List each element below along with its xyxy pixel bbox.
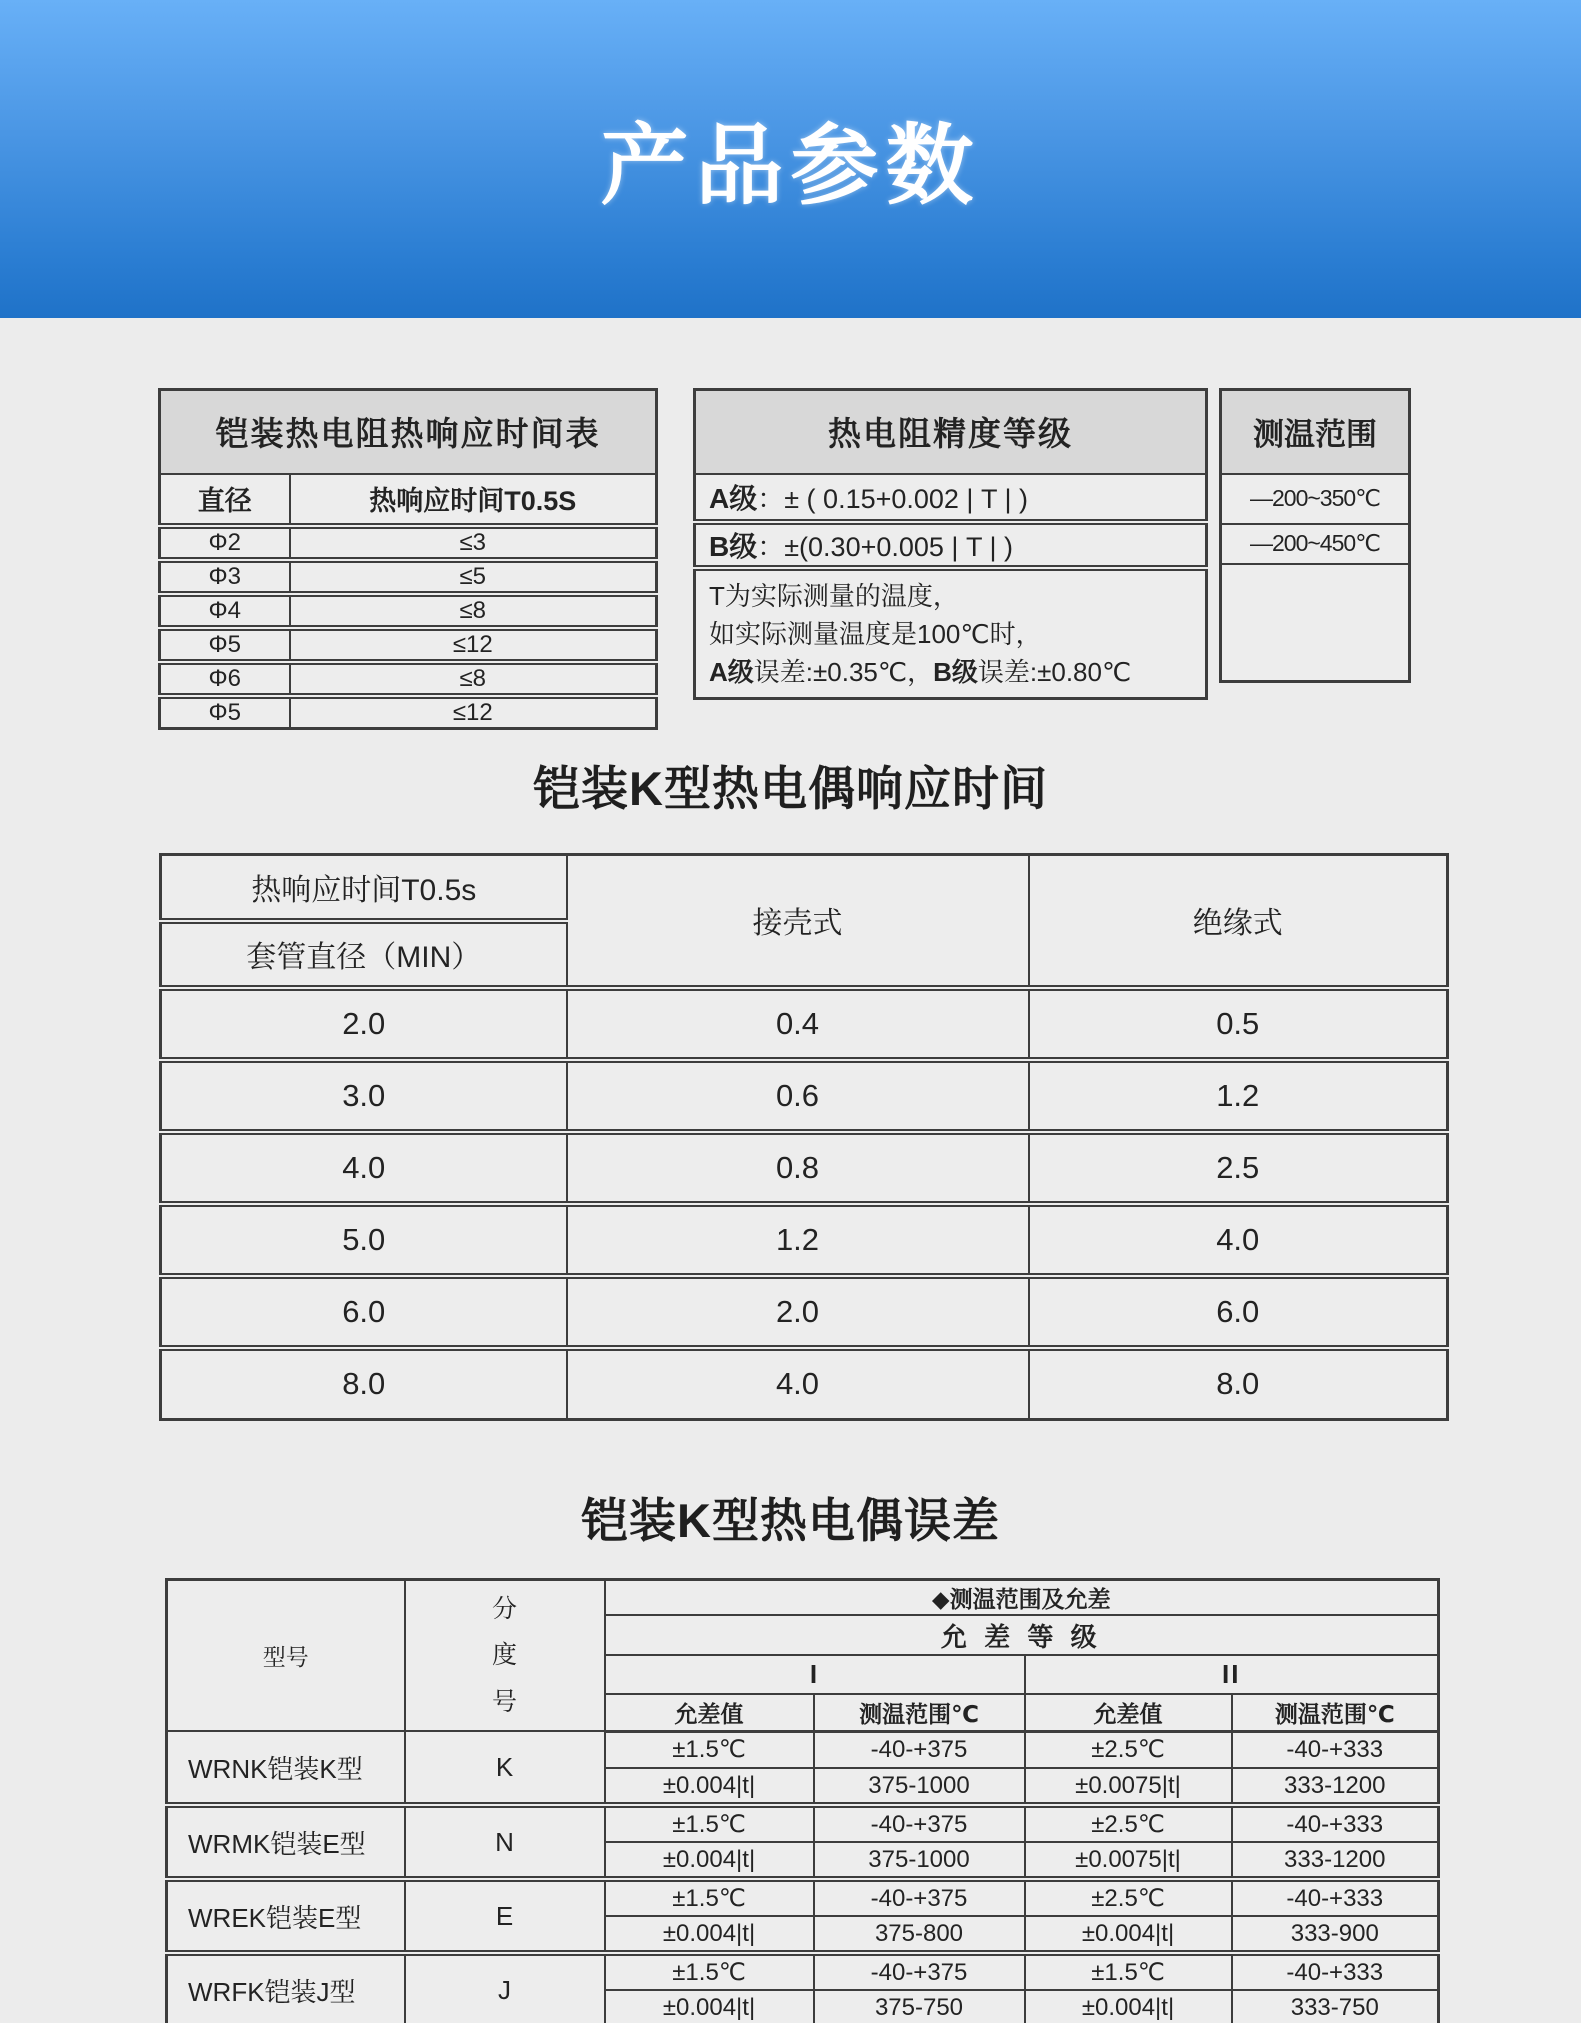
range-value: —200~350℃ xyxy=(1221,474,1410,524)
accuracy-table-title: 热电阻精度等级 xyxy=(695,390,1207,474)
tolerance-value: ±2.5℃ xyxy=(1025,1805,1232,1842)
empty-cell xyxy=(1221,564,1410,682)
diameter-value: Φ5 xyxy=(208,698,241,726)
table-row xyxy=(167,1953,1439,1990)
response-section-title: 铠装K型热电偶响应时间 xyxy=(533,762,1048,815)
range-value: —200~450℃ xyxy=(1221,524,1410,564)
table-row xyxy=(161,1276,1448,1348)
diameter-value: Φ3 xyxy=(160,560,290,594)
diameter-value: 5.0 xyxy=(161,1204,567,1276)
table-row xyxy=(160,696,657,729)
table-row xyxy=(1221,524,1410,564)
header-range-tolerance-group: ◆测温范围及允差 xyxy=(605,1580,1439,1616)
shell-value: 4.0 xyxy=(567,1348,1029,1420)
tolerance-value: ±0.0075|t| xyxy=(1025,1842,1232,1879)
table-row xyxy=(695,522,1207,568)
note-grade-b-label: B级 xyxy=(933,656,978,687)
table-row xyxy=(161,1132,1448,1204)
shell-value: 2.0 xyxy=(567,1276,1029,1348)
column-header-diameter: 直径 xyxy=(160,474,290,526)
resistance-response-table xyxy=(158,388,658,730)
banner xyxy=(0,0,1581,318)
table-row-empty xyxy=(1221,564,1410,682)
tolerance-value: ±1.5℃ xyxy=(605,1731,814,1768)
response-time-value: ≤12 xyxy=(290,696,657,729)
range-value: -40-+333 xyxy=(1232,1805,1439,1842)
grade-a-label: A级 xyxy=(709,482,758,514)
insulated-value: 4.0 xyxy=(1029,1204,1448,1276)
header-response-time: 热响应时间T0.5s xyxy=(161,855,567,921)
diameter-value: 2.0 xyxy=(161,988,567,1060)
diameter-value: 4.0 xyxy=(161,1132,567,1204)
page-title: 产品参数 xyxy=(600,116,981,215)
table-row xyxy=(160,662,657,696)
tolerance-value: ±1.5℃ xyxy=(1025,1953,1232,1990)
tolerance-value: ±0.004|t| xyxy=(605,1768,814,1805)
tolerance-value: ±0.004|t| xyxy=(1025,1990,1232,2023)
response-time-value: ≤5 xyxy=(290,560,657,594)
table-row xyxy=(167,1731,1439,1768)
header-range-i: 测温范围℃ xyxy=(814,1694,1025,1731)
column-header-response-time: 热响应时间T0.5S xyxy=(290,474,657,526)
range-value: -40-+333 xyxy=(1232,1731,1439,1768)
range-value: 375-1000 xyxy=(814,1768,1025,1805)
response-time-value: ≤8 xyxy=(290,594,657,628)
table-row xyxy=(160,628,657,662)
accuracy-grade-table xyxy=(693,388,1208,700)
tolerance-value: ±0.004|t| xyxy=(605,1916,814,1953)
range-table-title: 测温范围 xyxy=(1221,390,1410,474)
range-value: 333-1200 xyxy=(1232,1842,1439,1879)
shell-value: 1.2 xyxy=(567,1204,1029,1276)
header-tolerance-value-i: 允差值 xyxy=(605,1694,814,1731)
tolerance-value: ±1.5℃ xyxy=(605,1805,814,1842)
diameter-value: Φ4 xyxy=(160,594,290,628)
graduation-value: J xyxy=(405,1953,605,2023)
model-name: WREK铠装E型 xyxy=(167,1879,405,1953)
accuracy-note-line-1: T为实际测量的温度， xyxy=(709,580,959,611)
grade-b-formula: ：±(0.30+0.005 | T | ) xyxy=(757,531,1013,562)
shell-value: 0.6 xyxy=(567,1060,1029,1132)
accuracy-note-line-2: 如实际测量温度是100℃时， xyxy=(709,618,1042,649)
table-row xyxy=(161,1348,1448,1420)
response-time-value: ≤3 xyxy=(290,526,657,560)
k-type-error-table xyxy=(165,1578,1440,2023)
table-row xyxy=(167,1805,1439,1842)
header-range-ii: 测温范围℃ xyxy=(1232,1694,1439,1731)
table-row xyxy=(161,988,1448,1060)
diameter-value: Φ5 xyxy=(160,628,290,662)
header-grade-i: I xyxy=(605,1655,1025,1694)
diameter-value: Φ6 xyxy=(160,662,290,696)
tolerance-value: ±0.004|t| xyxy=(605,1990,814,2023)
range-value: 333-750 xyxy=(1232,1990,1439,2023)
table-row xyxy=(1221,474,1410,524)
header-graduation-label: 分度号 xyxy=(491,1595,517,1716)
model-name: WRFK铠装J型 xyxy=(167,1953,405,2023)
range-value: -40-+333 xyxy=(1232,1953,1439,1990)
response-time-value: ≤12 xyxy=(290,628,657,662)
note-grade-a-error: 误差:±0.35℃， xyxy=(753,656,934,687)
insulated-value: 8.0 xyxy=(1029,1348,1448,1420)
tolerance-value: ±0.004|t| xyxy=(605,1842,814,1879)
header-tolerance-grade: 允 差 等 级 xyxy=(605,1615,1439,1655)
table-row xyxy=(161,1204,1448,1276)
insulated-value: 0.5 xyxy=(1029,988,1448,1060)
range-value: 333-900 xyxy=(1232,1916,1439,1953)
range-value: 375-800 xyxy=(814,1916,1025,1953)
tolerance-value: ±0.004|t| xyxy=(1025,1916,1232,1953)
accuracy-note-line-3 xyxy=(709,653,1205,691)
model-name: WRMK铠装E型 xyxy=(167,1805,405,1879)
k-type-response-table xyxy=(159,853,1449,1421)
shell-value: 0.8 xyxy=(567,1132,1029,1204)
range-value: -40-+333 xyxy=(1232,1879,1439,1916)
table-row xyxy=(695,474,1207,522)
tolerance-value: ±1.5℃ xyxy=(605,1953,814,1990)
insulated-value: 6.0 xyxy=(1029,1276,1448,1348)
table-row xyxy=(161,1060,1448,1132)
table-row xyxy=(160,594,657,628)
range-value: -40-+375 xyxy=(814,1731,1025,1768)
note-grade-b-error: 误差:±0.80℃ xyxy=(977,656,1132,687)
response-time-value: ≤8 xyxy=(290,662,657,696)
header-tolerance-value-ii: 允差值 xyxy=(1025,1694,1232,1731)
range-value: -40-+375 xyxy=(814,1953,1025,1990)
header-sheath-diameter: 套管直径（MIN） xyxy=(161,921,567,988)
insulated-value: 1.2 xyxy=(1029,1060,1448,1132)
table-row xyxy=(167,1879,1439,1916)
diameter-value: 3.0 xyxy=(161,1060,567,1132)
graduation-value: K xyxy=(405,1731,605,1805)
graduation-value: N xyxy=(405,1805,605,1879)
table-row xyxy=(695,568,1207,699)
insulated-value: 2.5 xyxy=(1029,1132,1448,1204)
tolerance-value: ±2.5℃ xyxy=(1025,1879,1232,1916)
range-value: -40-+375 xyxy=(814,1805,1025,1842)
measuring-range-table xyxy=(1219,388,1411,683)
diameter-value: 6.0 xyxy=(161,1276,567,1348)
shell-value: 0.4 xyxy=(567,988,1029,1060)
range-value: 375-1000 xyxy=(814,1842,1025,1879)
header-graduation xyxy=(405,1580,605,1732)
range-value: -40-+375 xyxy=(814,1879,1025,1916)
header-insulated-type: 绝缘式 xyxy=(1029,855,1448,988)
range-value: 333-1200 xyxy=(1232,1768,1439,1805)
error-section-title: 铠装K型热电偶误差 xyxy=(581,1494,1000,1547)
tolerance-value: ±0.0075|t| xyxy=(1025,1768,1232,1805)
table-row xyxy=(160,560,657,594)
grade-a-formula: ：± ( 0.15+0.002 | T | ) xyxy=(757,483,1028,514)
diameter-value: Φ2 xyxy=(160,526,290,560)
resistance-table-title: 铠装热电阻热响应时间表 xyxy=(160,390,657,474)
graduation-value: E xyxy=(405,1879,605,1953)
header-grade-ii: II xyxy=(1025,1655,1439,1694)
tolerance-value: ±2.5℃ xyxy=(1025,1731,1232,1768)
diameter-value: 8.0 xyxy=(342,1366,386,1402)
tolerance-value: ±1.5℃ xyxy=(605,1879,814,1916)
header-shell-type: 接壳式 xyxy=(567,855,1029,988)
header-model: 型号 xyxy=(167,1580,405,1732)
grade-b-label: B级 xyxy=(709,530,758,562)
table-row xyxy=(160,526,657,560)
model-name: WRNK铠装K型 xyxy=(188,1753,363,1784)
range-value: 375-750 xyxy=(814,1990,1025,2023)
note-grade-a-label: A级 xyxy=(709,656,754,687)
